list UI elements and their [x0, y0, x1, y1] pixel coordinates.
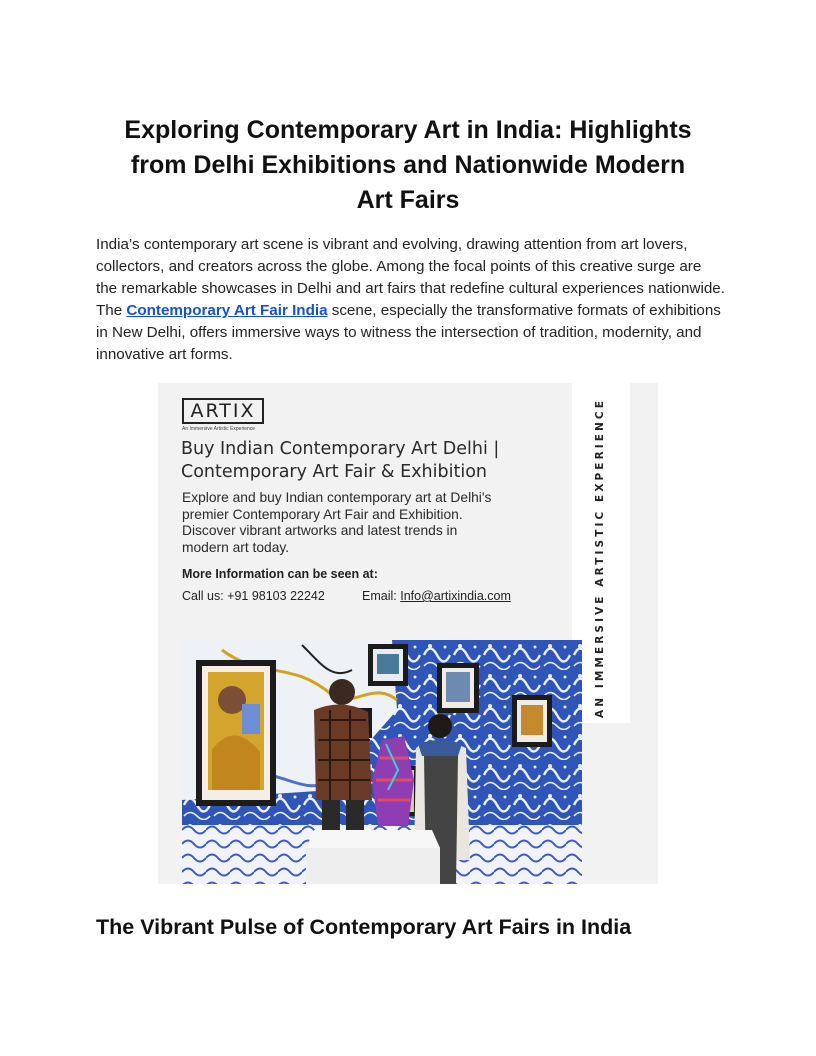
banner-headline: [181, 438, 576, 484]
intro-paragraph: [96, 234, 726, 366]
email-contact: [362, 589, 511, 603]
vertical-tagline: AN IMMERSIVE ARTISTIC EXPERIENCE: [594, 397, 606, 719]
banner-description-line-3: Discover vibrant artworks and latest trends in: [182, 523, 458, 538]
intro-text-before: India’s contemporary art scene is vibrant and evolving, drawing attention from art lovers, collectors, and creators across the globe. Among the focal points of this creative surge are the remarkable showcases in Delhi and art fairs that redefine cultural experiences nationwide. The: [96, 236, 725, 319]
page-title: [96, 113, 720, 218]
banner-description-line-1: Explore and buy Indian contemporary art at Delhi's: [182, 490, 492, 505]
intro-text-after: scene, especially the transformative formats of exhibitions in New Delhi, offers immersive ways to witness the intersection of tradition, modernity, and innovative art forms.: [96, 302, 721, 363]
section-heading: The Vibrant Pulse of Contemporary Art Fairs in India: [96, 915, 632, 939]
more-info-label: More Information can be seen at:: [182, 567, 378, 581]
title-line-3: Art Fairs: [356, 186, 460, 214]
phone-contact: Call us: +91 98103 22242: [182, 589, 325, 603]
contemporary-art-fair-link[interactable]: Contemporary Art Fair India: [126, 302, 328, 319]
artix-logo: ARTIX: [182, 398, 264, 424]
title-line-2: from Delhi Exhibitions and Nationwide Modern: [130, 151, 686, 179]
banner-description-line-2: premier Contemporary Art Fair and Exhibition.: [182, 506, 463, 522]
logo-tagline: An Immersive Artistic Experience: [182, 426, 256, 432]
artix-promo-banner: [158, 383, 658, 884]
email-label: Email:: [362, 589, 397, 603]
email-address: Info@artixindia.com: [400, 589, 511, 603]
title-line-1: Exploring Contemporary Art in India: Highlights: [124, 116, 692, 144]
banner-headline-line-2: Contemporary Art Fair & Exhibition: [181, 462, 488, 482]
banner-description: [182, 490, 577, 556]
banner-description-line-4: modern art today.: [182, 539, 290, 555]
banner-headline-line-1: Buy Indian Contemporary Art Delhi |: [181, 439, 500, 459]
gallery-photo: [182, 640, 582, 884]
